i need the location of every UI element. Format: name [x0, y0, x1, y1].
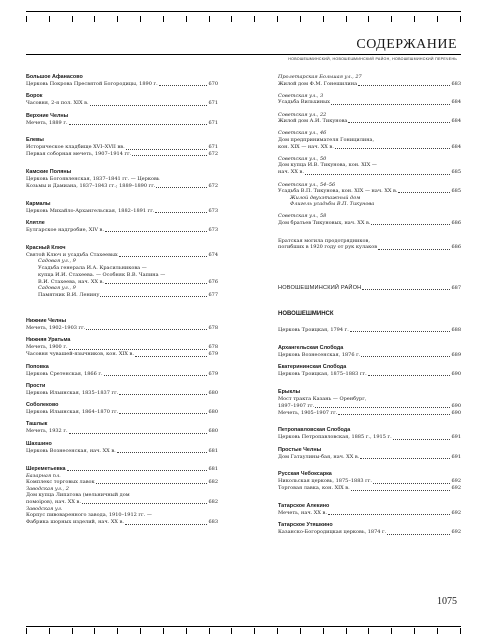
toc-entry-text: Церковь Петропавловская, 1885 г., 1915 г. — [278, 434, 392, 441]
toc-entry[interactable] — [26, 409, 218, 416]
toc-section — [26, 245, 218, 299]
toc-entry-text: Казанско-Богородицкая церковь, 1874 г. — [278, 529, 387, 536]
toc-entry[interactable] — [278, 454, 461, 461]
toc-entry-page: 671 — [208, 144, 218, 151]
toc-entry-page: 691 — [451, 453, 461, 460]
toc-entry-text: помоіров), нач. XX в. — [26, 499, 81, 506]
toc-entry-page: 672 — [208, 151, 218, 158]
toc-section — [278, 345, 461, 359]
toc-entry-page: 683 — [451, 80, 461, 87]
toc-entry-page: 688 — [451, 327, 461, 334]
toc-entry[interactable] — [278, 410, 461, 417]
page-title: СОДЕРЖАНИЕ — [356, 37, 457, 52]
toc-entry-line: Дом купца Липатова (мельничный дом — [26, 492, 130, 499]
toc-entry-page: 673 — [208, 226, 218, 233]
toc-entry-page: 686 — [451, 219, 461, 226]
toc-entry[interactable] — [26, 351, 218, 358]
top-ticks — [26, 16, 461, 22]
address-label: Заводская ул. — [26, 505, 63, 512]
toc-entry[interactable] — [26, 81, 218, 88]
locality-title: Клятле — [26, 219, 45, 226]
toc-section — [278, 182, 461, 208]
toc-section — [26, 337, 218, 358]
locality-title: Елевы — [26, 137, 44, 144]
toc-entry[interactable] — [278, 188, 461, 195]
toc-entry-page: 690 — [451, 402, 461, 409]
toc-entry-text: Церковь Ильинская, 1835–1837 гг. — [26, 389, 119, 396]
toc-entry[interactable] — [278, 99, 461, 106]
toc-entry-page: 692 — [451, 510, 461, 517]
toc-entry-text: Церковь Покрова Пресвятой Богородицы, 1890 г. — [26, 81, 158, 87]
toc-entry-page: 683 — [208, 519, 218, 526]
toc-entry-page: 690 — [451, 409, 461, 416]
toc-section — [26, 466, 218, 526]
toc-entry[interactable] — [278, 118, 461, 125]
locality-title: Борок — [26, 93, 43, 100]
toc-section — [278, 503, 461, 517]
toc-section — [278, 156, 461, 176]
toc-section — [278, 522, 461, 536]
toc-entry-page: 672 — [208, 182, 218, 189]
toc-entry-text: Часовня, 2-я пол. XIX в. — [26, 100, 89, 107]
toc-entry[interactable] — [26, 279, 218, 286]
toc-entry[interactable] — [26, 428, 218, 435]
toc-entry[interactable] — [26, 208, 218, 215]
locality-title: Ерыклы — [278, 388, 301, 395]
toc-entry-page: 682 — [208, 499, 218, 506]
toc-section — [278, 389, 461, 416]
toc-entry-page: 686 — [451, 244, 461, 251]
locality-title: Прости — [26, 382, 46, 389]
toc-entry-page: 671 — [208, 100, 218, 107]
locality-title: Русская Чебоксарка — [278, 471, 332, 478]
toc-entry-text: Комплекс торговых лавок — [26, 479, 95, 486]
bottom-rule — [26, 626, 461, 627]
toc-entry[interactable] — [278, 327, 461, 334]
locality-title: Соболеково — [26, 402, 59, 409]
toc-entry[interactable] — [278, 485, 461, 492]
toc-section — [278, 93, 461, 106]
toc-entry-line: Дом предпринимателя Гоницилина, — [278, 136, 375, 143]
toc-entry-page: 679 — [208, 370, 218, 377]
toc-entry-line: Мост тракта Казань — Оренбург, — [278, 395, 367, 402]
district-entry[interactable] — [278, 285, 461, 292]
toc-entry[interactable] — [26, 292, 218, 299]
toc-entry-text: Усадьба В.П. Тикунова, кон. XIX — нач. XX в. — [278, 188, 398, 195]
toc-section — [278, 311, 461, 334]
toc-entry-page: 684 — [451, 99, 461, 106]
address-label: Советская ул., 46 — [278, 130, 327, 137]
toc-entry-line: Дом купца И.В. Тикунова, кон. XIX — — [278, 162, 377, 169]
toc-section — [278, 213, 461, 226]
toc-entry[interactable] — [278, 169, 461, 176]
toc-entry-text: Историческое кладбище XVI–XVII вв. — [26, 144, 125, 151]
address-label: Садовая ул., 9 — [38, 258, 76, 265]
toc-entry-text: Мечеть, нач. XX в. — [278, 510, 327, 517]
toc-entry[interactable] — [26, 390, 218, 397]
address-label: Заводская ул., 2 — [26, 485, 69, 492]
toc-entry-text: Мечеть, 1932 г. — [26, 428, 68, 435]
toc-entry[interactable] — [278, 434, 461, 441]
toc-entry-line: Братская могила продотрядников, — [278, 237, 370, 244]
toc-section — [278, 238, 461, 252]
toc-entry[interactable] — [26, 371, 218, 378]
toc-entry-text: Церковь Троицкая, 1875–1883 гг. — [278, 371, 367, 378]
toc-entry-page: 679 — [208, 351, 218, 358]
locality-title: Ташлык — [26, 421, 48, 428]
toc-entry-page: 678 — [208, 325, 218, 332]
toc-section — [26, 113, 218, 127]
toc-entry-page: 685 — [451, 188, 461, 195]
page-subtitle: НОВОШЕШМИНСКИЙ, НОВОШЕШМИНСКИЙ РАЙОН, НОВОШЕШМИНСКИЙ ПЕРЕЧЕНЬ — [288, 57, 457, 61]
toc-entry-line: Корпус пивоваренного завода, 1910–1912 гг. — — [26, 512, 152, 519]
address-label: Советская ул., 50 — [278, 155, 327, 162]
toc-entry-line: Церковь Богоявленская, 1837–1841 гг. — Церковь — [26, 175, 160, 182]
toc-entry-line: Усадьба генерала И.А. Красильникова — — [38, 264, 147, 271]
toc-entry-text: Мечеть, 1900 г. — [26, 344, 68, 351]
toc-entry-text: Церковь Вознесенская, 1876 г. — [278, 351, 361, 358]
toc-entry-text: Усадьба Вильхиных — [278, 99, 330, 106]
address-label: Советская ул., 22 — [278, 111, 327, 118]
toc-entry-page: 674 — [208, 251, 218, 258]
toc-entry-text: нач. XX в. — [278, 169, 304, 176]
toc-entry-text: кон. XIX — нач. XX в. — [278, 143, 334, 150]
locality-title: Татарское Алекино — [278, 503, 330, 510]
toc-section — [278, 427, 461, 441]
toc-entry-page: 682 — [208, 479, 218, 486]
locality-title: Петропавловская Слобода — [278, 427, 351, 434]
toc-entry-page: 678 — [208, 344, 218, 351]
toc-section — [278, 74, 461, 87]
toc-entry-page: 680 — [208, 409, 218, 416]
toc-entry-page: 692 — [451, 485, 461, 492]
page-number: 1075 — [437, 596, 457, 607]
locality-title: Камские Поляны — [26, 168, 72, 175]
toc-entry-page: 689 — [451, 351, 461, 358]
toc-entry-page: 673 — [208, 207, 218, 214]
toc-section — [278, 471, 461, 492]
toc-entry-page: 692 — [451, 478, 461, 485]
toc-entry-text: 1897–1907 гг. — [278, 402, 315, 409]
toc-entry-page: 680 — [208, 428, 218, 435]
toc-entry-text: Торговая лавка, кон. XIX в. — [278, 485, 350, 492]
toc-entry-text: Дом братьев Тикуновых, нач. XX в. — [278, 219, 371, 226]
toc-section — [26, 318, 218, 332]
toc-entry-page: 680 — [208, 389, 218, 396]
toc-entry-text: Никольская церковь, 1875–1883 гг. — [278, 478, 372, 485]
toc-entry-text: Жилой дом А.И. Тикунова — [278, 118, 348, 125]
toc-entry-text: Булгарское надгробие, XIV в. — [26, 226, 104, 233]
toc-left-column — [26, 74, 218, 532]
toc-entry-text: Мечеть, 1902–1903 гг. — [26, 325, 86, 332]
locality-title: НОВОШЕШМИНСК — [278, 311, 334, 318]
toc-entry[interactable] — [278, 352, 461, 359]
toc-section — [26, 220, 218, 234]
toc-section — [26, 421, 218, 435]
toc-entry-text: Жилой дом Ф.М. Гонешилина — [278, 80, 358, 87]
toc-entry[interactable] — [278, 371, 461, 378]
toc-entry-text: Мечеть, 1889 г. — [26, 119, 68, 126]
toc-entry[interactable] — [26, 120, 218, 127]
toc-entry-text: В.И. Стахеева, нач. XX в. — [38, 278, 104, 285]
district-title: НОВОШЕШМИНСКИЙ РАЙОН — [278, 284, 362, 291]
locality-title: Шахшино — [26, 440, 52, 447]
toc-entry-text: Первая соборная мечеть, 1907–1914 гг. — [26, 151, 132, 158]
toc-section — [26, 441, 218, 455]
toc-entry[interactable] — [26, 344, 218, 351]
toc-entry-text: Церковь Михайло-Архангельская, 1882–1891 гг. — [26, 207, 155, 214]
toc-entry[interactable] — [278, 478, 461, 485]
locality-title: Простые Челны — [278, 446, 322, 453]
toc-entry[interactable] — [26, 227, 218, 234]
toc-entry-page: 677 — [208, 291, 218, 298]
locality-title: Верхние Челны — [26, 112, 69, 119]
header-rule — [26, 54, 461, 55]
toc-entry-line: купца И.И. Стахеева. — Особняк В.В. Чапина — — [38, 271, 166, 278]
toc-entry-page: 687 — [451, 284, 461, 291]
district-section — [278, 285, 461, 292]
address-label: Советская ул., 3 — [278, 92, 324, 99]
toc-section — [278, 112, 461, 125]
address-label: Советская ул., 58 — [278, 213, 327, 220]
bottom-ticks — [26, 628, 461, 634]
toc-entry-text: Часовня чувашей-язычников, кон. XIX в. — [26, 351, 134, 358]
toc-entry-text: Памятник В.И. Ленину — [38, 291, 100, 298]
toc-entry[interactable] — [278, 220, 461, 227]
toc-entry[interactable] — [26, 479, 218, 486]
toc-entry-text: Церковь Ильинская, 1864–1870 гг. — [26, 409, 119, 416]
locality-title: Кармалы — [26, 200, 51, 207]
toc-section — [26, 93, 218, 107]
toc-section — [26, 137, 218, 158]
address-label: Базарная пл. — [26, 472, 61, 479]
toc-section — [278, 130, 461, 150]
toc-entry-page: 676 — [208, 278, 218, 285]
toc-entry[interactable] — [26, 448, 218, 455]
toc-entry-text: погибших в 1920 году от рук кулаков — [278, 244, 378, 251]
sub-entry-label: Жилой двухэтажный дом — [290, 194, 361, 201]
toc-entry-text: Козьмы и Дамиана, 1837–1843 гг.; 1889–1890 гг. — [26, 182, 156, 189]
toc-entry[interactable] — [26, 183, 218, 190]
locality-title: Нижняя Уратьма — [26, 337, 71, 344]
locality-title: Шереметьевка — [26, 465, 66, 472]
toc-entry[interactable] — [278, 403, 461, 410]
address-label: Советская ул., 54–56 — [278, 181, 336, 188]
toc-entry-text: Дом Гатаулины-бая, нач. XX в. — [278, 453, 360, 460]
locality-title: Архангельская Слобода — [278, 344, 344, 351]
toc-entry-page: 684 — [451, 143, 461, 150]
locality-title: Нижние Челны — [26, 318, 67, 325]
toc-entry[interactable] — [26, 100, 218, 107]
top-rule — [26, 11, 461, 12]
toc-entry[interactable] — [278, 81, 461, 88]
toc-section — [278, 364, 461, 378]
locality-title: Большое Афанасово — [26, 74, 83, 80]
toc-entry-page: 690 — [451, 371, 461, 378]
toc-entry[interactable] — [278, 529, 461, 536]
locality-title: Екатерининская Слобода — [278, 364, 347, 371]
toc-entry[interactable] — [26, 325, 218, 332]
toc-section — [26, 201, 218, 215]
toc-entry[interactable] — [26, 466, 218, 473]
toc-section — [26, 74, 218, 88]
toc-section — [26, 383, 218, 397]
locality-title: Поповка — [26, 363, 49, 370]
sub-entry-label: Флигель усадьбы В.П. Тикунова — [290, 201, 375, 208]
address-label: Садовая ул., 9 — [38, 285, 76, 292]
toc-section — [278, 447, 461, 461]
address-label: Пролетарская Большая ул., 27 — [278, 74, 362, 80]
toc-entry-page: 684 — [451, 118, 461, 125]
toc-entry[interactable] — [26, 252, 218, 259]
toc-entry[interactable] — [278, 510, 461, 517]
locality-title: Татарское Утяшкино — [278, 522, 333, 529]
toc-section — [26, 364, 218, 378]
toc-entry[interactable] — [26, 519, 218, 526]
toc-entry[interactable] — [26, 499, 218, 506]
toc-entry-text: Мечеть, 1905–1907 гг. — [278, 409, 338, 416]
toc-entry-page: 692 — [451, 529, 461, 536]
toc-entry[interactable] — [26, 151, 218, 158]
toc-section — [26, 169, 218, 190]
toc-entry-text: Фабрика шорных изделий, нач. XX в. — [26, 519, 124, 526]
toc-entry-page: 685 — [451, 169, 461, 176]
toc-entry-text: Церковь Сретенская, 1866 г. — [26, 370, 103, 377]
toc-entry[interactable] — [278, 144, 461, 151]
toc-entry[interactable] — [278, 244, 461, 251]
toc-entry-text: Святой Ключ и усадьба Стахеевых — [26, 251, 118, 258]
toc-entry-page: 671 — [208, 119, 218, 126]
toc-entry-text: Церковь Вознесенская, нач. XX в. — [26, 447, 116, 454]
toc-entry-text: Церковь Троицкая, 1794 г. — [278, 327, 349, 334]
toc-section — [26, 402, 218, 416]
toc-entry-page: 691 — [451, 434, 461, 441]
toc-right-column — [278, 74, 461, 542]
toc-entry-page: 681 — [208, 465, 218, 472]
locality-title: Красный Ключ — [26, 244, 66, 251]
toc-entry-page: 681 — [208, 447, 218, 454]
toc-entry-page: 670 — [208, 81, 218, 87]
